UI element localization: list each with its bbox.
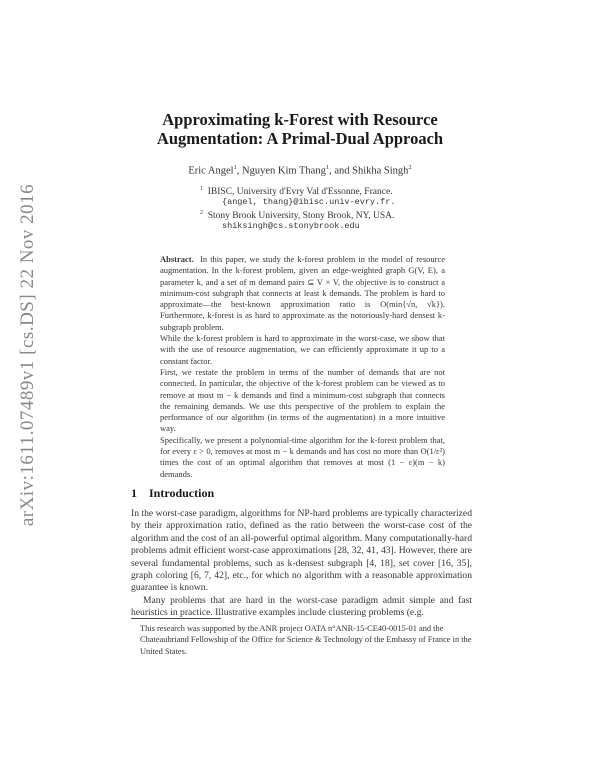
intro-paragraph-2: Many problems that are hard in the worst-case paradigm admit simple and fast heuristics in practice. Illustrative examples include clustering problems (e.g.: [131, 594, 472, 619]
affiliation-2-email: shiksingh@cs.stonybrook.edu: [222, 221, 360, 232]
abstract-paragraph-3: First, we restate the problem in terms of the number of demands that are not connected. In particular, the objective of the k-forest problem can be viewed as to remove at most m − k demands and find a minimum-cost subgraph that connects the remaining demands. We use this perspective of the problem to explain the performance of our algorithm (in terms of the augmentation) in a more intuitive way.: [160, 366, 445, 434]
arxiv-identifier-text: arXiv:1611.07489v1 [cs.DS] 22 Nov 2016: [17, 183, 39, 527]
section-heading: [131, 486, 214, 501]
intro-paragraph-1: In the worst-case paradigm, algorithms for NP-hard problems are typically characterized by their approximation ratio, defined as the ratio between the worst-case cost of the algorithm and the cost of an all-powerful optimal algorithm. Many computationally-hard problems admit efficient worst-case approximations [28, 32, 41, 43]. However, there are several fundamental problems, such as k-densest subgraph [4, 18], set cover [16, 35], graph coloring [6, 7, 42], etc., for which no algorithm with a reasonable approximation guarantee is known.: [131, 508, 472, 594]
abstract-paragraph-4: Specifically, we present a polynomial-time algorithm for the k-forest problem that, for every ε > 0, removes at most m − k demands and has cost no more than O(1/ε²) times the cost of an optimal algorithm that removes at most (1 − ε)(m − k) demands.: [160, 434, 445, 479]
abstract: [160, 254, 445, 480]
author-3-mark: 2: [408, 164, 412, 171]
section-title: Introduction: [149, 486, 215, 500]
footnote: This research was supported by the ANR project OATA n°ANR-15-CE40-0015-01 and the Chateaubriand Fellowship of the Office for Science & Technology of the Embassy of France in the United States.: [140, 624, 472, 656]
affiliation-2: [200, 210, 460, 231]
author-2-mark: 1: [325, 164, 330, 171]
affiliation-1-email: {angel, thang}@ibisc.univ-evry.fr.: [222, 197, 396, 208]
footnote-rule: [131, 618, 221, 619]
affiliation-1-institution: IBISC, University d'Evry Val d'Essonne, France.: [207, 187, 393, 198]
author-list: [100, 164, 500, 177]
abstract-label: Abstract.: [160, 254, 194, 264]
author-1: Eric Angel: [188, 165, 234, 177]
affiliation-1-mark: 1: [200, 186, 203, 192]
intro-body: [131, 508, 472, 620]
author-3: , and Shikha Singh: [329, 165, 409, 177]
paper-title-line-1: Approximating k-Forest with Resource: [162, 110, 438, 129]
author-2: , Nguyen Kim Thang: [236, 165, 326, 177]
affiliation-2-mark: 2: [200, 210, 203, 216]
affiliation-2-institution: Stony Brook University, Stony Brook, NY, USA.: [207, 211, 395, 222]
author-1-mark: 1: [233, 164, 237, 171]
section-number: 1: [131, 486, 137, 500]
abstract-paragraph-1: In this paper, we study the k-forest problem in the model of resource augmentation. In the k-forest problem, given an edge-weighted graph G(V, E), a parameter k, and a set of m demand pairs ⊆ V × V, the objective is to construct a minimum-cost subgraph that connects at least k demands. The problem is hard to approximate—the best-known approximation ratio is O(min{√n, √k}). Furthermore, k-forest is as hard to approximate as the notoriously-hard densest k-subgraph problem.: [160, 254, 445, 332]
paper-title-line-2: Augmentation: A Primal-Dual Approach: [156, 129, 444, 148]
affiliation-1: [200, 186, 460, 207]
arxiv-identifier: [6, 180, 50, 530]
abstract-paragraph-2: While the k-forest problem is hard to approximate in the worst-case, we show that with the use of resource augmentation, we can efficiently approximate it up to a constant factor.: [160, 333, 445, 366]
